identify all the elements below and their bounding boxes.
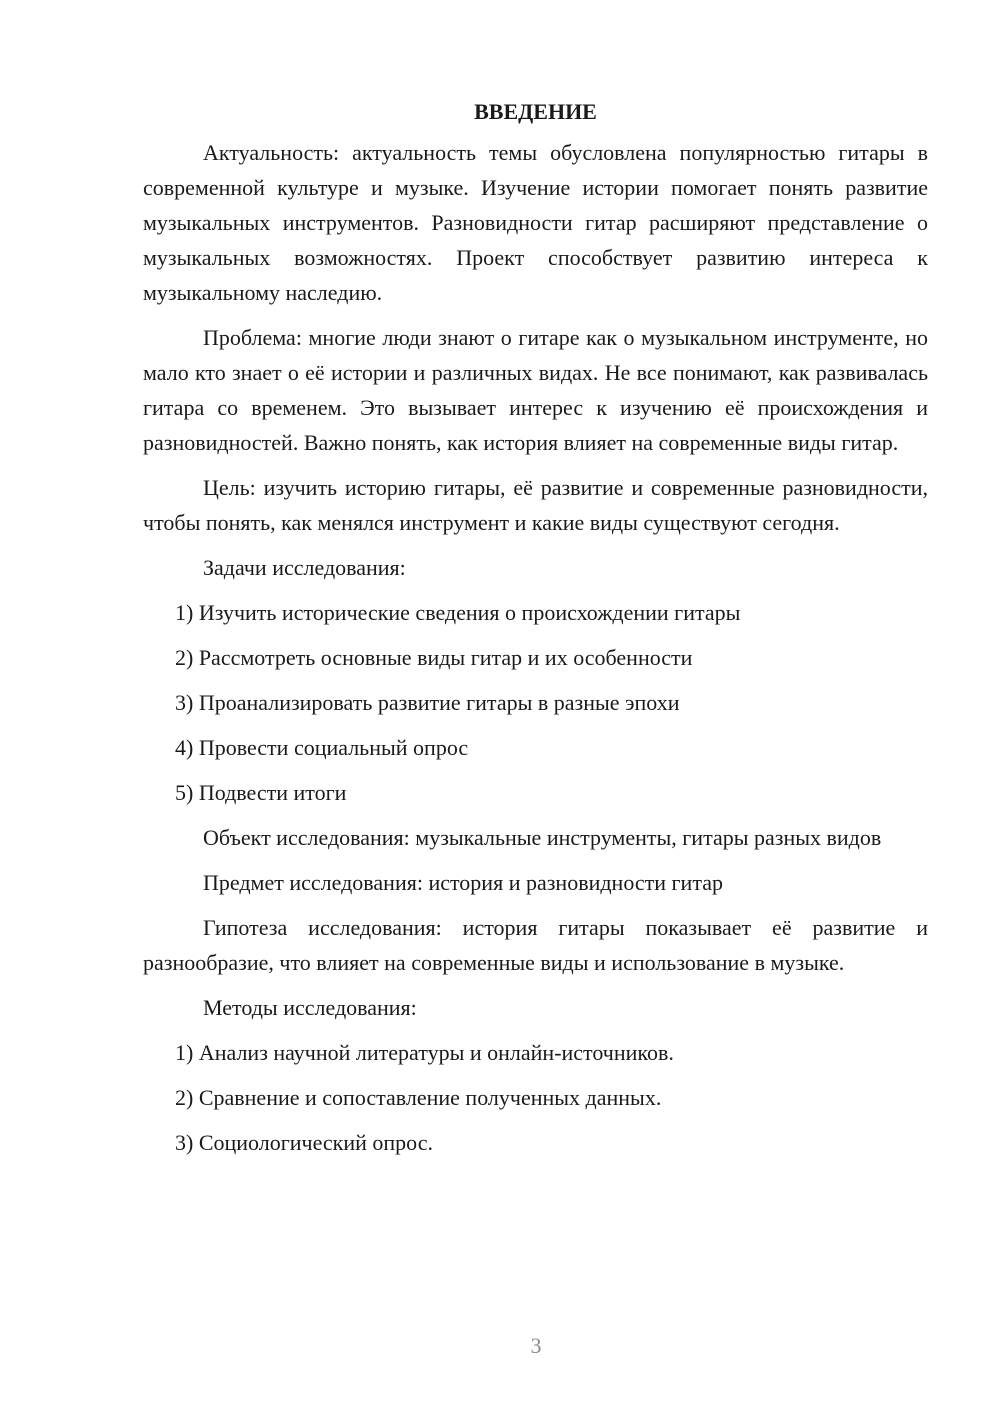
object-paragraph: Объект исследования: музыкальные инструменты, гитары разных видов <box>203 825 882 850</box>
hypothesis-paragraph: Гипотеза исследования: история гитары показывает её развитие и разнообразие, что влияет на современные виды и использование в музыке. <box>143 915 928 975</box>
methods-list <box>143 1035 928 1160</box>
goal-paragraph: Цель: изучить историю гитары, её развитие и современные разновидности, чтобы понять, как менялся инструмент и какие виды существуют сегодня. <box>143 475 928 535</box>
list-item: 3) Социологический опрос. <box>175 1130 433 1155</box>
page-number: 3 <box>530 1333 542 1358</box>
tasks-title: Задачи исследования: <box>203 555 406 580</box>
tasks-list <box>143 595 928 810</box>
subject-paragraph: Предмет исследования: история и разновидности гитар <box>203 870 723 895</box>
page-content <box>143 94 928 1170</box>
page-title: ВВЕДЕНИЕ <box>474 99 597 124</box>
methods-title: Методы исследования: <box>203 995 417 1020</box>
list-item: 1) Анализ научной литературы и онлайн-источников. <box>175 1040 674 1065</box>
relevance-paragraph: Актуальность: актуальность темы обусловлена популярностью гитары в современной культуре и музыке. Изучение истории помогает понять развитие музыкальных инструментов. Разновидности гитар расширяют представление о музыкальных возможностях. Проект способствует развитию интереса к музыкальному наследию. <box>143 140 928 305</box>
problem-paragraph: Проблема: многие люди знают о гитаре как о музыкальном инструменте, но мало кто знает о её истории и различных видах. Не все понимают, как развивалась гитара со временем. Это вызывает интерес к изучению её происхождения и разновидностей. Важно понять, как история влияет на современные виды гитар. <box>143 325 928 455</box>
list-item: 4) Провести социальный опрос <box>175 735 469 760</box>
list-item: 2) Рассмотреть основные виды гитар и их особенности <box>175 645 693 670</box>
list-item: 2) Сравнение и сопоставление полученных данных. <box>175 1085 662 1110</box>
list-item: 5) Подвести итоги <box>175 780 347 805</box>
list-item: 1) Изучить исторические сведения о происхождении гитары <box>175 600 741 625</box>
list-item: 3) Проанализировать развитие гитары в разные эпохи <box>175 690 680 715</box>
